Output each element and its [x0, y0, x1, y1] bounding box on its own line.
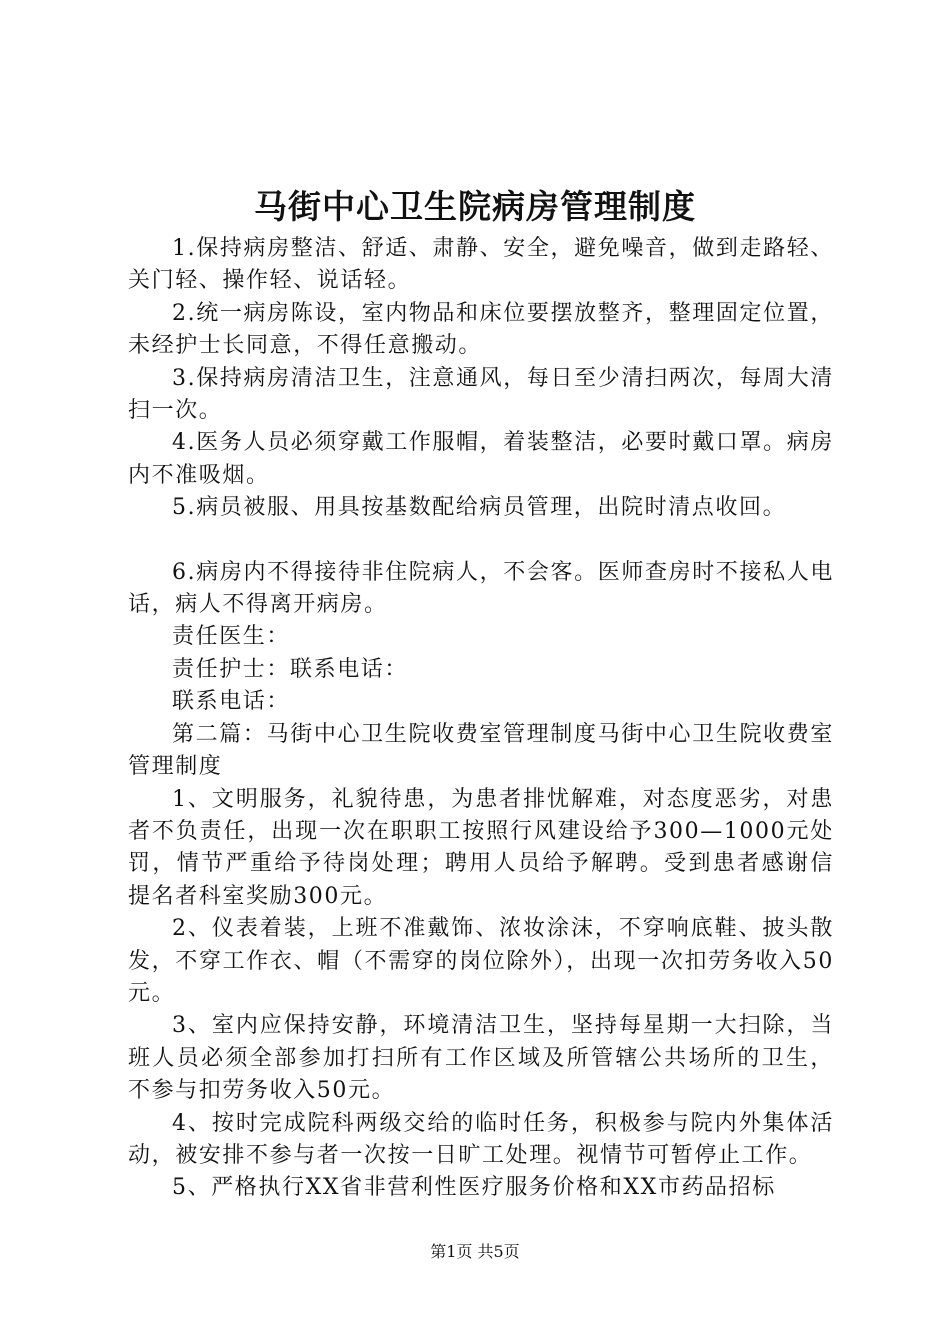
paragraph-4: 4.医务人员必须穿戴工作服帽，着装整洁，必要时戴口罩。病房内不准吸烟。 — [128, 430, 834, 488]
rule-1: 1、文明服务，礼貌待患，为患者排忧解难，对态度恶劣，对患者不负责任，出现一次在职职工按照行风建设给予300—1000元处罚，情节严重给予待岗处理；聘用人员给予解聘。受到患者感谢信提名者科室奖励300元。 — [128, 786, 834, 909]
page-title: 马街中心卫生院病房管理制度 — [254, 187, 696, 226]
paragraph-3: 3.保持病房清洁卫生，注意通风，每日至少清扫两次，每周大清扫一次。 — [128, 365, 834, 424]
rule-3: 3、室内应保持安静，环境清洁卫生，坚持每星期一大扫除，当班人员必须全部参加打扫所有工作区域及所管辖公共场所的卫生，不参与扣劳务收入50元。 — [128, 1013, 834, 1104]
paragraph-5: 5.病员被服、用具按基数配给病员管理，出院时清点收回。 — [172, 495, 787, 521]
paragraph-1: 1.保持病房整洁、舒适、肃静、安全，避免噪音，做到走路轻、关门轻、操作轻、说话轻。 — [128, 236, 834, 294]
document-body — [128, 233, 834, 1205]
page-footer: 第1页 共5页 — [430, 1242, 520, 1261]
section-two-heading: 第二篇：马街中心卫生院收费室管理制度马街中心卫生院收费室管理制度 — [128, 721, 834, 780]
responsible-nurse-line: 责任护士：联系电话： — [172, 656, 409, 682]
rule-5: 5、严格执行XX省非营利性医疗服务价格和XX市药品招标 — [172, 1175, 776, 1201]
rule-2: 2、仪表着装，上班不准戴饰、浓妆涂沫，不穿响底鞋、披头散发，不穿工作衣、帽（不需穿的岗位除外），出现一次扣劳务收入50元。 — [128, 916, 834, 1006]
paragraph-2: 2.统一病房陈设，室内物品和床位要摆放整齐，整理固定位置，未经护士长同意，不得任意搬动。 — [128, 300, 834, 359]
contact-phone-line: 联系电话： — [172, 689, 291, 715]
rule-4: 4、按时完成院科两级交给的临时任务，积极参与院内外集体活动，被安排不参与者一次按一日旷工处理。视情节可暂停止工作。 — [128, 1110, 834, 1168]
paragraph-6: 6.病房内不得接待非住院病人，不会客。医师查房时不接私人电话，病人不得离开病房。 — [128, 559, 834, 618]
responsible-doctor-line: 责任医生： — [172, 624, 291, 650]
